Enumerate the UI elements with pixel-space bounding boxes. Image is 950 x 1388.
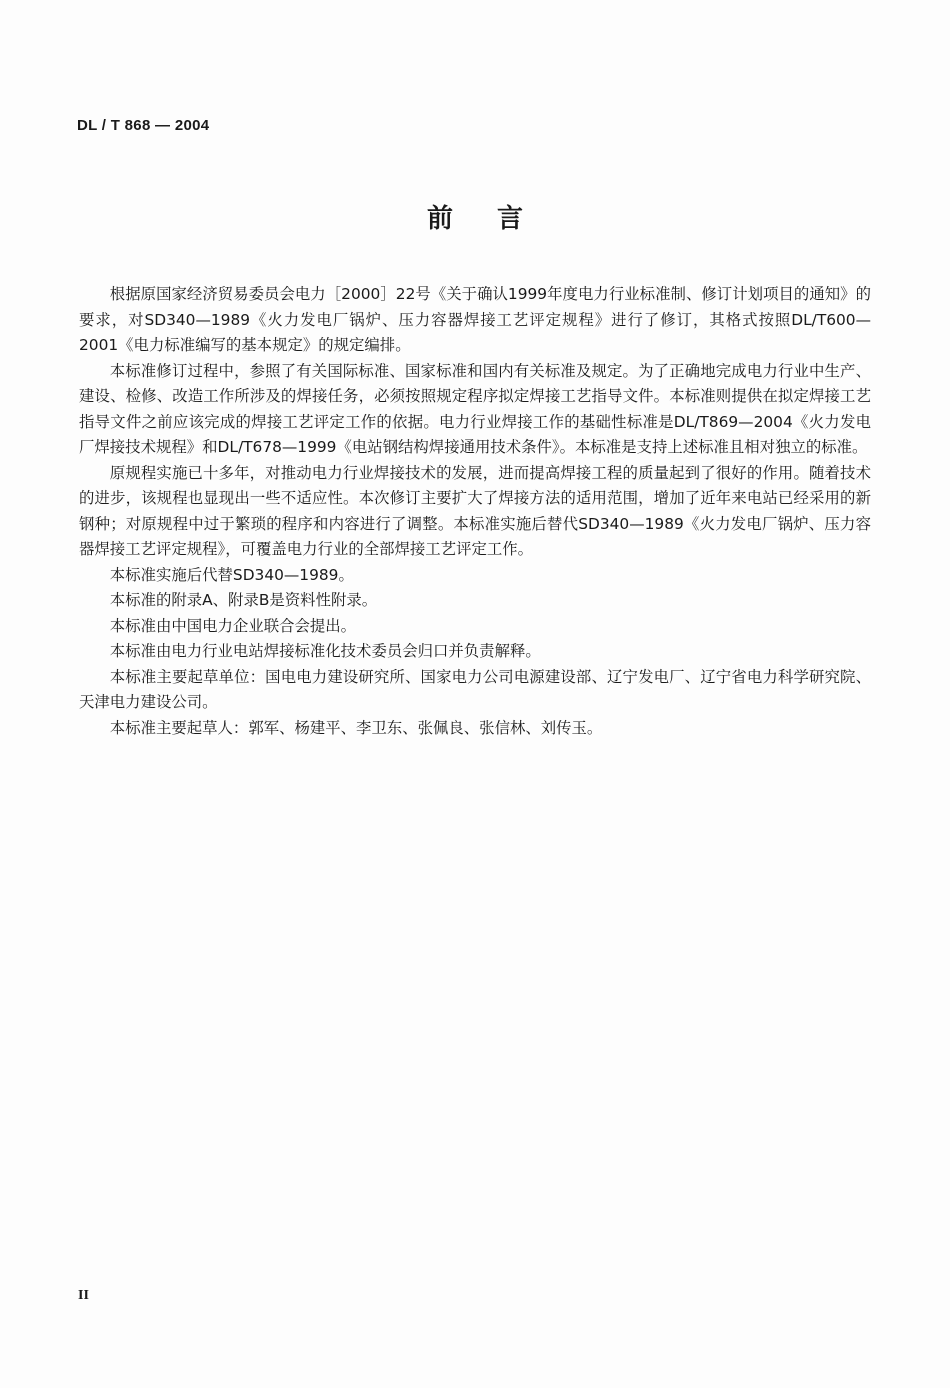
standard-code-header: DL / T 868 — 2004 — [77, 117, 210, 134]
paragraph-8: 本标准主要起草单位：国电电力建设研究所、国家电力公司电源建设部、辽宁发电厂、辽宁省电力科学研究院、天津电力建设公司。 — [79, 667, 871, 711]
paragraph-6: 本标准由中国电力企业联合会提出。 — [109, 616, 357, 635]
page-title: 前言 — [426, 204, 567, 234]
page-number: II — [78, 1288, 89, 1303]
paragraph-1: 根据原国家经济贸易委员会电力［2000］22号《关于确认1999年度电力行业标准制、修订计划项目的通知》的要求，对SD340—1989《火力发电厂锅炉、压力容器焊接工艺评定规程》进行了修订，其格式按照DL/T600—2001《电力标准编写的基本规定》的规定编排。 — [79, 285, 871, 354]
paragraph-2: 本标准修订过程中，参照了有关国际标准、国家标准和国内有关标准及规定。为了正确地完成电力行业中生产、建设、检修、改造工作所涉及的焊接任务，必须按照规定程序拟定焊接工艺指导文件。本标准则提供在拟定焊接工艺指导文件之前应该完成的焊接工艺评定工作的依据。电力行业焊接工作的基础性标准是DL/T869—2004《火力发电厂焊接技术规程》和DL/T678—1999《电站钢结构焊接通用技术条件》。本标准是支持上述标准且相对独立的标准。 — [79, 361, 871, 456]
paragraph-7: 本标准由电力行业电站焊接标准化技术委员会归口并负责解释。 — [109, 642, 541, 660]
paragraph-3: 原规程实施已十多年，对推动电力行业焊接技术的发展，进而提高焊接工程的质量起到了很好的作用。随着技术的进步，该规程也显现出一些不适应性。本次修订主要扩大了焊接方法的适用范围，增加了近年来电站已经采用的新钢种；对原规程中过于繁琐的程序和内容进行了调整。本标准实施后替代SD340—1989《火力发电厂锅炉、压力容器焊接工艺评定规程》，可覆盖电力行业的全部焊接工艺评定工作。 — [79, 463, 871, 558]
paragraph-5: 本标准的附录A、附录B是资料性附录。 — [109, 591, 378, 609]
paragraph-4: 本标准实施后代替SD340—1989。 — [109, 565, 354, 584]
paragraph-9: 本标准主要起草人：郭军、杨建平、李卫东、张佩良、张信林、刘传玉。 — [109, 718, 603, 737]
preface-body — [79, 282, 871, 741]
